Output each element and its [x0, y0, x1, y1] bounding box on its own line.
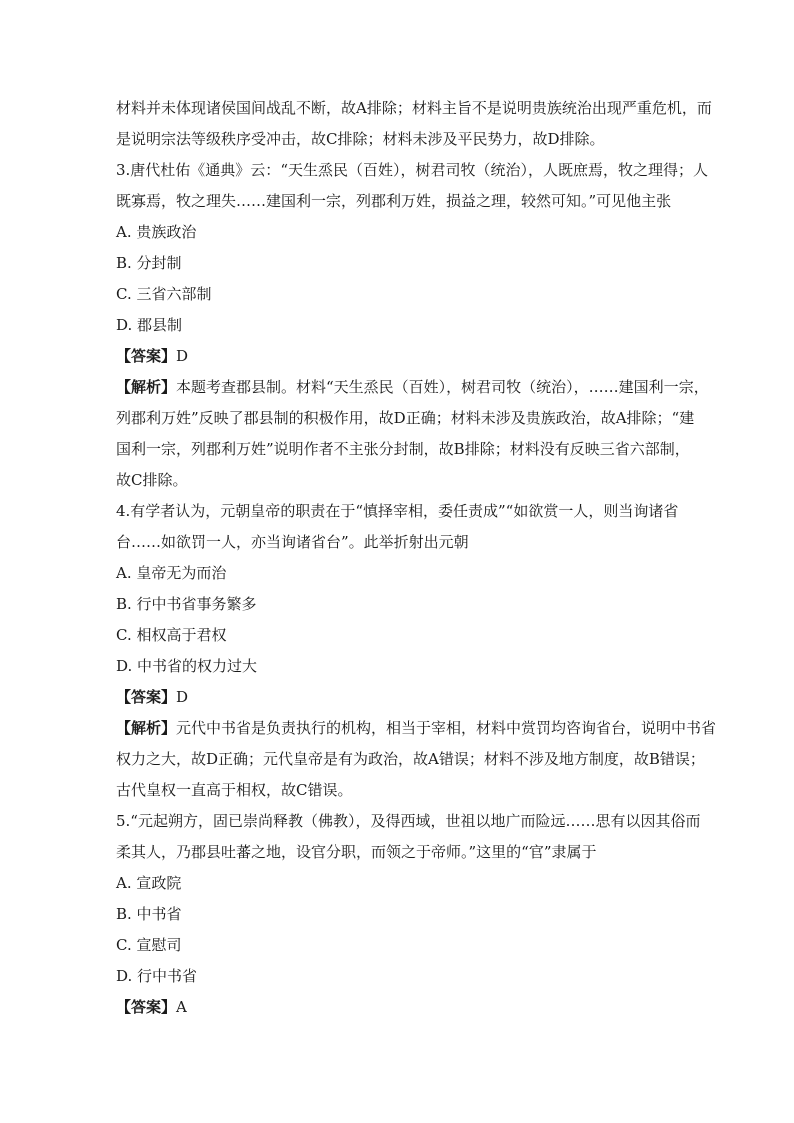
text-line	[116, 532, 678, 552]
line-text: 列郡利万姓”反映了郡县制的积极作用，故D正确；材料未涉及贵族政治，故A排除；“建	[116, 409, 695, 427]
text-line	[116, 563, 678, 583]
text-line	[116, 935, 678, 955]
line-text: 本题考查郡县制。材料“天生烝民（百姓），树君司牧（统治），……建国利一宗，	[176, 378, 709, 396]
text-line	[116, 315, 678, 335]
text-line	[116, 501, 678, 521]
section-label: 【答案】	[116, 347, 177, 365]
line-text: D	[176, 688, 189, 706]
line-text: D. 行中书省	[116, 967, 198, 985]
line-text: 柔其人，乃郡县吐蕃之地，设官分职，而领之于帝师。”这里的“官”隶属于	[116, 843, 597, 861]
text-line	[116, 377, 709, 397]
line-text: 台……如欲罚一人，亦当询诸省台”。此举折射出元朝	[116, 533, 469, 551]
text-line	[116, 222, 678, 242]
line-text: 5.“元起朔方，固已崇尚释教（佛教），及得西域，世祖以地广而险远……思有以因其俗而	[116, 812, 701, 830]
line-text: A. 宣政院	[116, 874, 182, 892]
line-text: A	[176, 998, 187, 1016]
text-line	[116, 966, 678, 986]
document-body	[116, 98, 717, 1028]
text-line	[116, 687, 678, 707]
line-text: 元代中书省是负责执行的机构，相当于宰相，材料中赏罚均咨询省台，说明中书省	[176, 719, 717, 737]
text-line	[116, 656, 678, 676]
text-line	[116, 594, 678, 614]
text-line	[116, 470, 678, 490]
section-label: 【答案】	[116, 998, 177, 1016]
line-text: 4.有学者认为，元朝皇帝的职责在于“慎择宰相，委任责成”“如欲赏一人，则当询诸省	[116, 502, 679, 520]
line-text: 故C排除。	[116, 471, 188, 489]
text-line	[116, 780, 678, 800]
line-text: 权力之大，故D正确；元代皇帝是有为政治，故A错误；材料不涉及地方制度，故B错误；	[116, 750, 705, 768]
section-label: 【解析】	[116, 719, 177, 737]
line-text: 材料并未体现诸侯国间战乱不断，故A排除；材料主旨不是说明贵族统治出现严重危机，而	[116, 99, 712, 117]
line-text: C. 相权高于君权	[116, 626, 227, 644]
line-text: 3.唐代杜佑《通典》云：“天生烝民（百姓），树君司牧（统治），人既庶焉，牧之理得；人	[116, 161, 708, 179]
text-line	[116, 439, 690, 459]
section-label: 【答案】	[116, 688, 177, 706]
line-text: C. 宣慰司	[116, 936, 182, 954]
line-text: A. 贵族政治	[116, 223, 197, 241]
line-text: B. 中书省	[116, 905, 182, 923]
text-line	[116, 191, 678, 211]
text-line	[116, 873, 678, 893]
line-text: D	[176, 347, 189, 365]
text-line	[116, 811, 701, 831]
line-text: 国利一宗，列郡利万姓”说明作者不主张分封制，故B排除；材料没有反映三省六部制，	[116, 440, 690, 458]
text-line	[116, 160, 708, 180]
line-text: D. 中书省的权力过大	[116, 657, 258, 675]
text-line	[116, 408, 695, 428]
line-text: B. 分封制	[116, 254, 182, 272]
text-line	[116, 625, 678, 645]
text-line	[116, 98, 712, 118]
text-line	[116, 253, 678, 273]
section-label: 【解析】	[116, 378, 177, 396]
text-line	[116, 129, 678, 149]
line-text: 既寡焉，牧之理失……建国利一宗，列郡利万姓，损益之理，较然可知。”可见他主张	[116, 192, 672, 210]
line-text: C. 三省六部制	[116, 285, 212, 303]
line-text: B. 行中书省事务繁多	[116, 595, 257, 613]
line-text: 是说明宗法等级秩序受冲击，故C排除；材料未涉及平民势力，故D排除。	[116, 130, 605, 148]
text-line	[116, 284, 678, 304]
line-text: A. 皇帝无为而治	[116, 564, 227, 582]
text-line	[116, 997, 678, 1017]
line-text: D. 郡县制	[116, 316, 183, 334]
text-line	[116, 749, 705, 769]
line-text: 古代皇权一直高于相权，故C错误。	[116, 781, 353, 799]
text-line	[116, 346, 678, 366]
text-line	[116, 842, 678, 862]
text-line	[116, 718, 717, 738]
text-line	[116, 904, 678, 924]
